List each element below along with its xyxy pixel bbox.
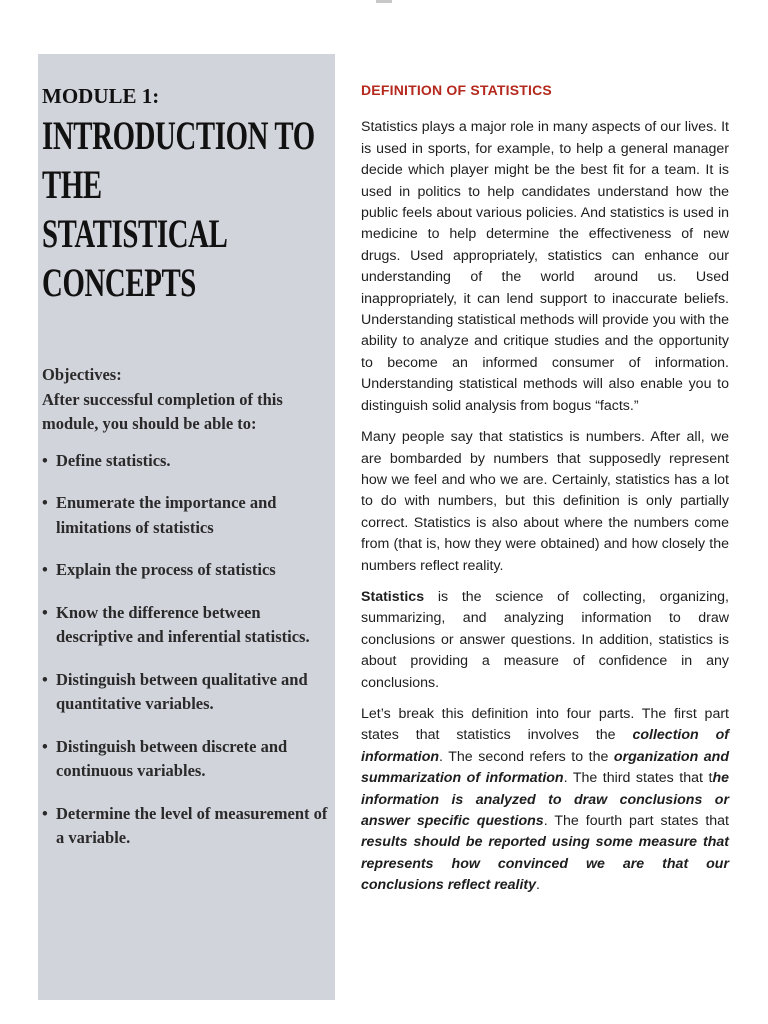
objectives-intro: After successful completion of this module, you should be able to: — [42, 389, 283, 433]
module-sidebar — [38, 54, 335, 1000]
objective-item — [42, 491, 329, 540]
four-parts-text-1: Let’s break this definition into four parts. The first part states that statistics involves the — [361, 705, 729, 744]
four-parts-text-5: . — [536, 877, 540, 894]
paragraph-four-parts — [361, 704, 729, 897]
module-title-line-2: STATISTICAL — [42, 211, 228, 256]
emphasis-analysis: he information is analyzed to draw conclusions or answer specific questions — [361, 770, 730, 829]
module-title-line-1: INTRODUCTION TO THE — [42, 113, 315, 207]
module-title-line-3: CONCEPTS — [42, 260, 196, 305]
emphasis-collection: collection of information — [361, 727, 729, 765]
page-top-mark — [376, 0, 392, 3]
bullet-icon: • — [42, 736, 48, 756]
paragraph-definition — [361, 587, 729, 694]
objective-text: Distinguish between qualitative and quantitative variables. — [56, 669, 308, 713]
section-heading: DEFINITION OF STATISTICS — [361, 82, 552, 98]
paragraph-statistics-is-numbers: Many people say that statistics is numbers. After all, we are bombarded by numbers that supposedly represent how we feel and who we are. Certainly, statistics has a lot to do with numbers, but this definition is only partially correct. Statistics is also about where the numbers come from (that is, how they were obtained) and how closely the numbers reflect reality. — [361, 429, 729, 574]
bullet-icon: • — [42, 560, 48, 579]
bullet-icon: • — [42, 493, 48, 512]
definition-term: Statistics — [361, 588, 425, 605]
objective-text: Explain the process of statistics — [56, 560, 276, 579]
objective-text: Enumerate the importance and limitations of statistics — [56, 493, 277, 537]
objective-item — [42, 601, 329, 650]
bullet-icon: • — [42, 669, 48, 689]
bullet-icon: • — [42, 450, 48, 470]
objective-item — [42, 449, 329, 474]
module-label: MODULE 1: — [42, 84, 160, 108]
emphasis-organization: organization and summarization of information — [361, 748, 729, 787]
objective-item — [42, 802, 329, 851]
module-title — [42, 111, 352, 307]
objectives-section — [42, 363, 329, 851]
four-parts-text-2: . The second refers to the — [439, 748, 614, 765]
objective-text: Define statistics. — [56, 450, 171, 470]
emphasis-reporting: results should be reported using some measure that represents how convinced we are that our conclusions reflect reality — [361, 834, 729, 894]
objective-text: Know the difference between descriptive and inferential statistics. — [56, 602, 310, 646]
objective-item — [42, 668, 329, 717]
definition-text: is the science of collecting, organizing, summarizing, and analyzing information to draw conclusions or answer questions. In addition, statistics is about providing a measure of confidence in any conclusions. — [361, 588, 729, 691]
paragraph-roles-of-statistics: Statistics plays a major role in many aspects of our lives. It is used in sports, for example, to help a general manager decide which player might be the best fit for a team. It is used in politics to help candidates understand how the public feels about various policies. And statistics is used in medicine to help determine the effectiveness of new drugs. Used appropriately, statistics can enhance our understanding of the world around us. Used inappropriately, it can lend support to inaccurate beliefs. Understanding statistical methods will provide you with the ability to analyze and critique studies and the opportunity to become an informed consumer of information. Understanding statistical methods will also enable you to distinguish solid analysis from bogus “facts.” — [361, 119, 729, 414]
objectives-heading: Objectives: — [42, 365, 122, 384]
objective-item — [42, 735, 329, 784]
bullet-icon: • — [42, 803, 48, 823]
objective-item — [42, 558, 329, 583]
four-parts-text-3: . The third states that t — [563, 770, 713, 787]
objectives-list — [42, 449, 329, 851]
bullet-icon: • — [42, 602, 48, 622]
four-parts-text-4: . The fourth part states that — [543, 813, 729, 829]
objective-text: Determine the level of measurement of a variable. — [56, 803, 328, 847]
objective-text: Distinguish between discrete and continuous variables. — [56, 736, 288, 780]
definition-content — [361, 80, 729, 907]
